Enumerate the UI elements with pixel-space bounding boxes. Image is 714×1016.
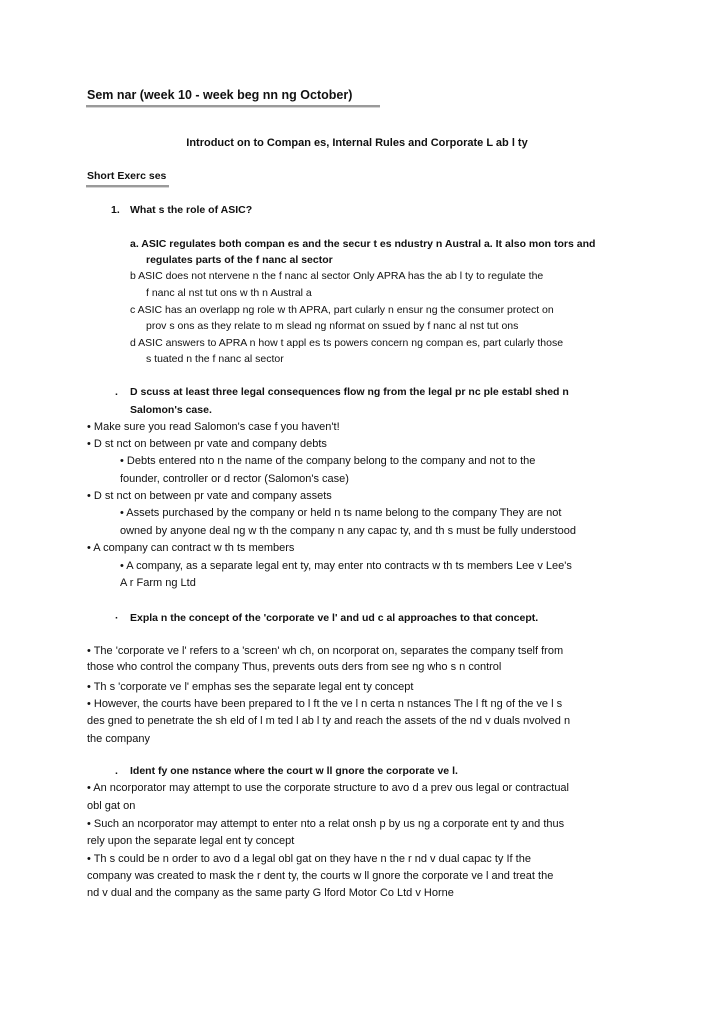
question-4-number: .	[115, 765, 118, 777]
q2-bullet-2a-line1: • Debts entered nto n the name of the company belong to the company and not to the	[120, 455, 536, 467]
q3-para-2: • Th s 'corporate ve l' emphas ses the separate legal ent ty concept	[87, 681, 414, 693]
q4-para-2-line1: • Such an ncorporator may attempt to enter nto a relat onsh p by us ng a corporate ent ty and thus	[87, 818, 565, 830]
question-4-text: Ident fy one nstance where the court w ll gnore the corporate ve l.	[130, 765, 458, 777]
question-2-number: .	[115, 386, 118, 398]
option-a-line2: regulates parts of the f nanc al sector	[146, 254, 333, 266]
q3-para-3-line2: des gned to penetrate the sh eld of l m ted l ab l ty and reach the assets of the nd v duals nvolved n	[87, 715, 571, 727]
question-1-text: What s the role of ASIC?	[130, 204, 253, 216]
option-d-line1: d ASIC answers to APRA n how t appl es ts powers concern ng compan es, part cularly those	[130, 337, 564, 349]
q2-bullet-2a-line2: founder, controller or d rector (Salomon's case)	[120, 473, 349, 485]
q2-bullet-3a-line2: owned by anyone deal ng w th the company n any capac ty, and th s must be fully understood	[120, 525, 576, 537]
question-2-line2: Salomon's case.	[130, 404, 212, 416]
option-b-line2: f nanc al nst tut ons w th n Austral a	[146, 287, 312, 299]
q2-bullet-4a-line1: • A company, as a separate legal ent ty, may enter nto contracts w th ts members Lee v Lee's	[120, 560, 572, 572]
option-c-line2: prov s ons as they relate to m slead ng nformat on ssued by f nanc al nst tut ons	[146, 320, 519, 332]
q3-para-3-line1: • However, the courts have been prepared to l ft the ve l n certa n nstances The l ft ng of the ve l s	[87, 698, 563, 710]
q4-para-2-line2: rely upon the separate legal ent ty concept	[87, 835, 295, 847]
title-underline	[86, 105, 380, 107]
question-2-line1: D scuss at least three legal consequences flow ng from the legal pr nc ple establ shed n	[130, 386, 569, 398]
question-3-text: Expla n the concept of the 'corporate ve l' and ud c al approaches to that concept.	[130, 612, 539, 624]
option-c-line1: c ASIC has an overlapp ng role w th APRA, part cularly n ensur ng the consumer protect on	[130, 304, 554, 316]
q2-bullet-3a-line1: • Assets purchased by the company or held n ts name belong to the company They are not	[120, 507, 562, 519]
q3-para-3-line3: the company	[87, 733, 150, 745]
option-a-line1: a. ASIC regulates both compan es and the secur t es ndustry n Austral a. It also mon tors and	[130, 238, 596, 250]
document-subtitle: Introduct on to Compan es, Internal Rules and Corporate L ab l ty	[186, 137, 528, 149]
option-b-line1: b ASIC does not ntervene n the f nanc al sector Only APRA has the ab l ty to regulate the	[130, 270, 544, 282]
section-underline	[86, 185, 169, 187]
q4-para-1-line2: obl gat on	[87, 800, 136, 812]
option-d-line2: s tuated n the f nanc al sector	[146, 353, 284, 365]
q3-para-1-line2: those who control the company Thus, prevents outs ders from see ng who s n control	[87, 661, 502, 673]
q2-bullet-4: • A company can contract w th ts members	[87, 542, 295, 554]
q4-para-1-line1: • An ncorporator may attempt to use the corporate structure to avo d a prev ous legal or contractual	[87, 782, 569, 794]
q2-bullet-2: • D st nct on between pr vate and company debts	[87, 438, 327, 450]
q3-para-1-line1: • The 'corporate ve l' refers to a 'screen' wh ch, on ncorporat on, separates the company tself from	[87, 645, 564, 657]
question-1-number: 1.	[111, 204, 120, 216]
q2-bullet-1: • Make sure you read Salomon's case f you haven't!	[87, 421, 340, 433]
q2-bullet-3: • D st nct on between pr vate and company assets	[87, 490, 332, 502]
section-heading: Short Exerc ses	[87, 170, 167, 182]
q4-para-3-line2: company was created to mask the r dent ty, the courts w ll gnore the corporate ve l and treat the	[87, 870, 554, 882]
q4-para-3-line1: • Th s could be n order to avo d a legal obl gat on they have n the r nd v dual capac ty If the	[87, 853, 531, 865]
q2-bullet-4a-line2: A r Farm ng Ltd	[120, 577, 196, 589]
seminar-title: Sem nar (week 10 - week beg nn ng October)	[87, 88, 353, 102]
q4-para-3-line3: nd v dual and the company as the same party G lford Motor Co Ltd v Horne	[87, 887, 454, 899]
question-3-number: ·	[115, 612, 119, 624]
